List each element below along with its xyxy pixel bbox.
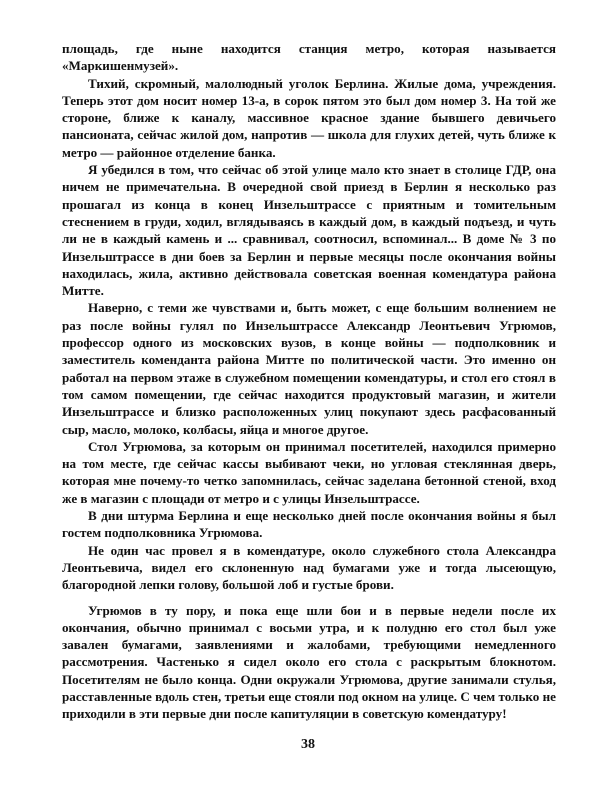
paragraph-6: В дни штурма Берлина и еще несколько дней после окончания войны я был гостем подполковника Угрюмова. bbox=[62, 508, 556, 541]
paragraph-7: Не один час провел я в комендатуре, около служебного стола Александра Леонтьевича, видел его склоненную над бумагами уже и тогда лысеющую, благородной лепки голову, большой лоб и густые брови. bbox=[62, 542, 556, 593]
paragraph-2: Тихий, скромный, малолюдный уголок Берлина. Жилые дома, учреждения. Теперь этот дом носит номер 13-а, в сорок пятом это был дом номер 3. На той же стороне, ближе к каналу, массивное красное здание бывшего девичьего пансионата, сейчас жилой дом, напротив — школа для глухих детей, чуть ближе к метро — районное отделение банка. bbox=[62, 75, 556, 160]
page-number: 38 bbox=[301, 737, 315, 752]
paragraph-5: Стол Угрюмова, за которым он принимал посетителей, находился примерно на том месте, где сейчас кассы выбивают чеки, но угловая стеклянная дверь, которая мне почему-то четко запомнилась, сейчас заделана бетонной стеной, вход же в магазин с площади от метро и с улицы Инзельштрассе. bbox=[62, 438, 556, 506]
paragraph-3: Я убедился в том, что сейчас об этой улице мало кто знает в столице ГДР, она ничем не примечательна. В очередной свой приезд в Берлин я несколько раз прошагал из конца в конец Инзельштрассе с приятным и томительным стеснением в груди, ходил, вглядываясь в каждый дом, в каждый подъезд, и чуть ли не в каждый камень и ... сравнивал, соотносил, вспоминал... В доме № 3 по Инзельштрассе в дни боев за Берлин и первые месяцы после окончания войны находилась, жила, активно действовала советская военная комендатура района Митте. bbox=[62, 162, 556, 299]
paragraph-4: Наверно, с теми же чувствами и, быть может, с еще большим волнением не раз после войны гулял по Инзельштрассе Александр Леонтьевич Угрюмов, профессор одного из московских вузов, в конце войны — подполковник и заместитель коменданта района Митте по политической части. Это именно он работал на первом этаже в служебном помещении комендатуры, и стол его стоял в том самом помещении, где сейчас находится продуктовый магазин, и жители Инзельштрассе и близко расположенных улиц покупают здесь расфасованный сыр, масло, молоко, колбасы, яйца и многое другое. bbox=[62, 300, 556, 437]
paragraph-1: площадь, где ныне находится станция метро, которая называется «Маркишенмузей». bbox=[62, 41, 556, 74]
paragraph-8: Угрюмов в ту пору, и пока еще шли бои и в первые недели после их окончания, обычно принимал с восьми утра, и к полудню его стол был уже завален бумагами, заявлениями и жалобами, требующими немедленного рассмотрения. Частенько я сидел около его стола с раскрытым блокнотом. Посетителям не было конца. Одни окружали Угрюмова, другие занимали стулья, расставленные вдоль стен, третьи еще стояли под окном на улице. С чем только не приходили в эти первые дни после капитуляции в советскую комендатуру! bbox=[62, 602, 556, 722]
